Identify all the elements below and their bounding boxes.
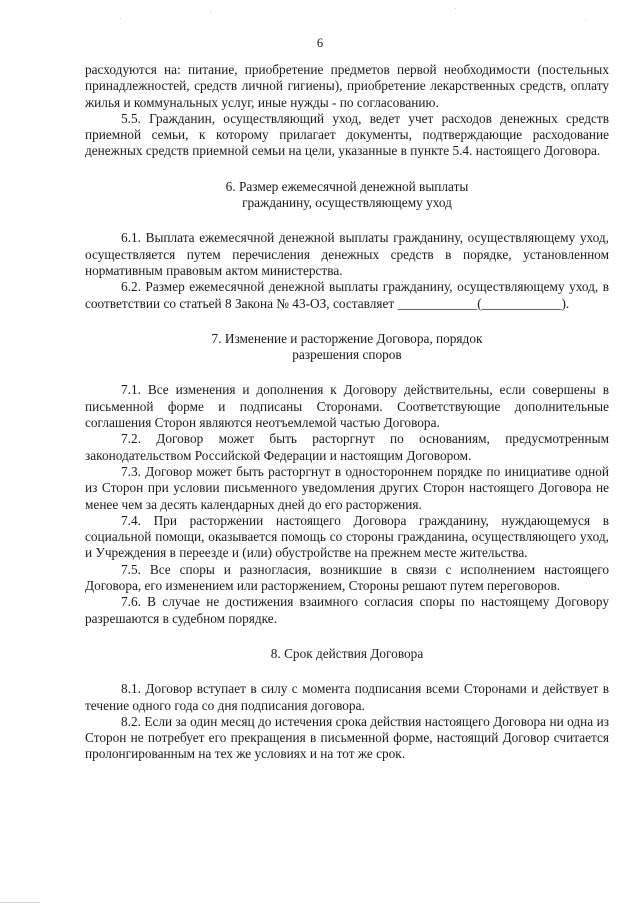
section-6-heading-line-2: гражданину, осуществляющему уход xyxy=(242,195,452,211)
paragraph-5-4-continued: расходуются на: питание, приобретение предметов первой необходимости (постельных принадлежностей, средств личной гигиены), приобретение лекарственных средств, оплату жилья и коммунальных услуг, иные нужды - по согласованию. xyxy=(85,62,609,110)
paragraph-8-2: 8.2. Если за один месяц до истечения срока действия настоящего Договора ни одна из Сторон не потребует его прекращения в письменной форме, настоящий Договор считается пролонгированным на тех же условиях и на тот же срок. xyxy=(85,713,609,762)
scan-speck xyxy=(585,20,586,21)
scan-speck xyxy=(210,12,211,13)
paragraph-7-4: 7.4. При расторжении настоящего Договора гражданину, нуждающемуся в социальной помощи, оказывается помощь со стороны гражданина, осуществляющего уход, и Учреждения в переезде и (или) обустройстве на прежнем месте жительства. xyxy=(85,512,609,561)
paragraph-7-1: 7.1. Все изменения и дополнения к Договору действительны, если совершены в письменной форме и подписаны Сторонами. Соответствующие дополнительные соглашения Сторон являются неотъемлемой частью Договора. xyxy=(85,382,609,431)
paragraph-6-2: 6.2. Размер ежемесячной денежной выплаты гражданину, осуществляющему уход, в соответствии со статьей 8 Закона № 43-ОЗ, составляет ____________(____________). xyxy=(85,279,609,311)
paragraph-5-5: 5.5. Гражданин, осуществляющий уход, ведет учет расходов денежных средств приемной семьи, к которому прилагает документы, подтверждающие расходование денежных средств приемной семьи на цели, указанные в пункте 5.4. настоящего Договора. xyxy=(85,110,609,159)
section-7-heading-line-2: разрешения споров xyxy=(292,347,402,363)
scan-speck xyxy=(455,8,456,9)
scan-speck xyxy=(120,18,121,19)
section-6-heading-line-1: 6. Размер ежемесячной денежной выплаты xyxy=(225,178,469,194)
section-8-heading xyxy=(85,646,609,662)
paragraph-6-1: 6.1. Выплата ежемесячной денежной выплаты гражданину, осуществляющему уход, осуществляется путем перечисления денежных средств в порядке, установленном нормативным правовым актом министерства. xyxy=(85,230,609,278)
scan-edge-mark xyxy=(0,902,40,903)
page-number: 6 xyxy=(316,36,324,50)
paragraph-7-2: 7.2. Договор может быть расторгнут по основаниям, предусмотренным законодательством Российской Федерации и настоящим Договором. xyxy=(85,431,609,463)
section-7-heading-line-1: 7. Изменение и расторжение Договора, порядок xyxy=(211,330,483,346)
paragraph-7-3: 7.3. Договор может быть расторгнут в одностороннем порядке по инициативе одной из Сторон при условии письменного уведомления других Сторон настоящего Договора не менее чем за десять календарных дней до его расторжения. xyxy=(85,463,609,512)
paragraph-7-6: 7.6. В случае не достижения взаимного согласия споры по настоящему Договору разрешаются в судебном порядке. xyxy=(85,594,609,626)
section-7-heading xyxy=(85,331,609,364)
paragraph-7-5: 7.5. Все споры и разногласия, возникшие в связи с исполнением настоящего Договора, его изменением или расторжением, Стороны решают путем переговоров. xyxy=(85,561,609,594)
document-body xyxy=(85,62,609,763)
section-6-heading xyxy=(85,179,609,212)
section-8-heading-line-1: 8. Срок действия Договора xyxy=(270,645,424,661)
paragraph-8-1: 8.1. Договор вступает в силу с момента подписания всеми Сторонами и действует в течение одного года со дня подписания договора. xyxy=(85,681,609,713)
